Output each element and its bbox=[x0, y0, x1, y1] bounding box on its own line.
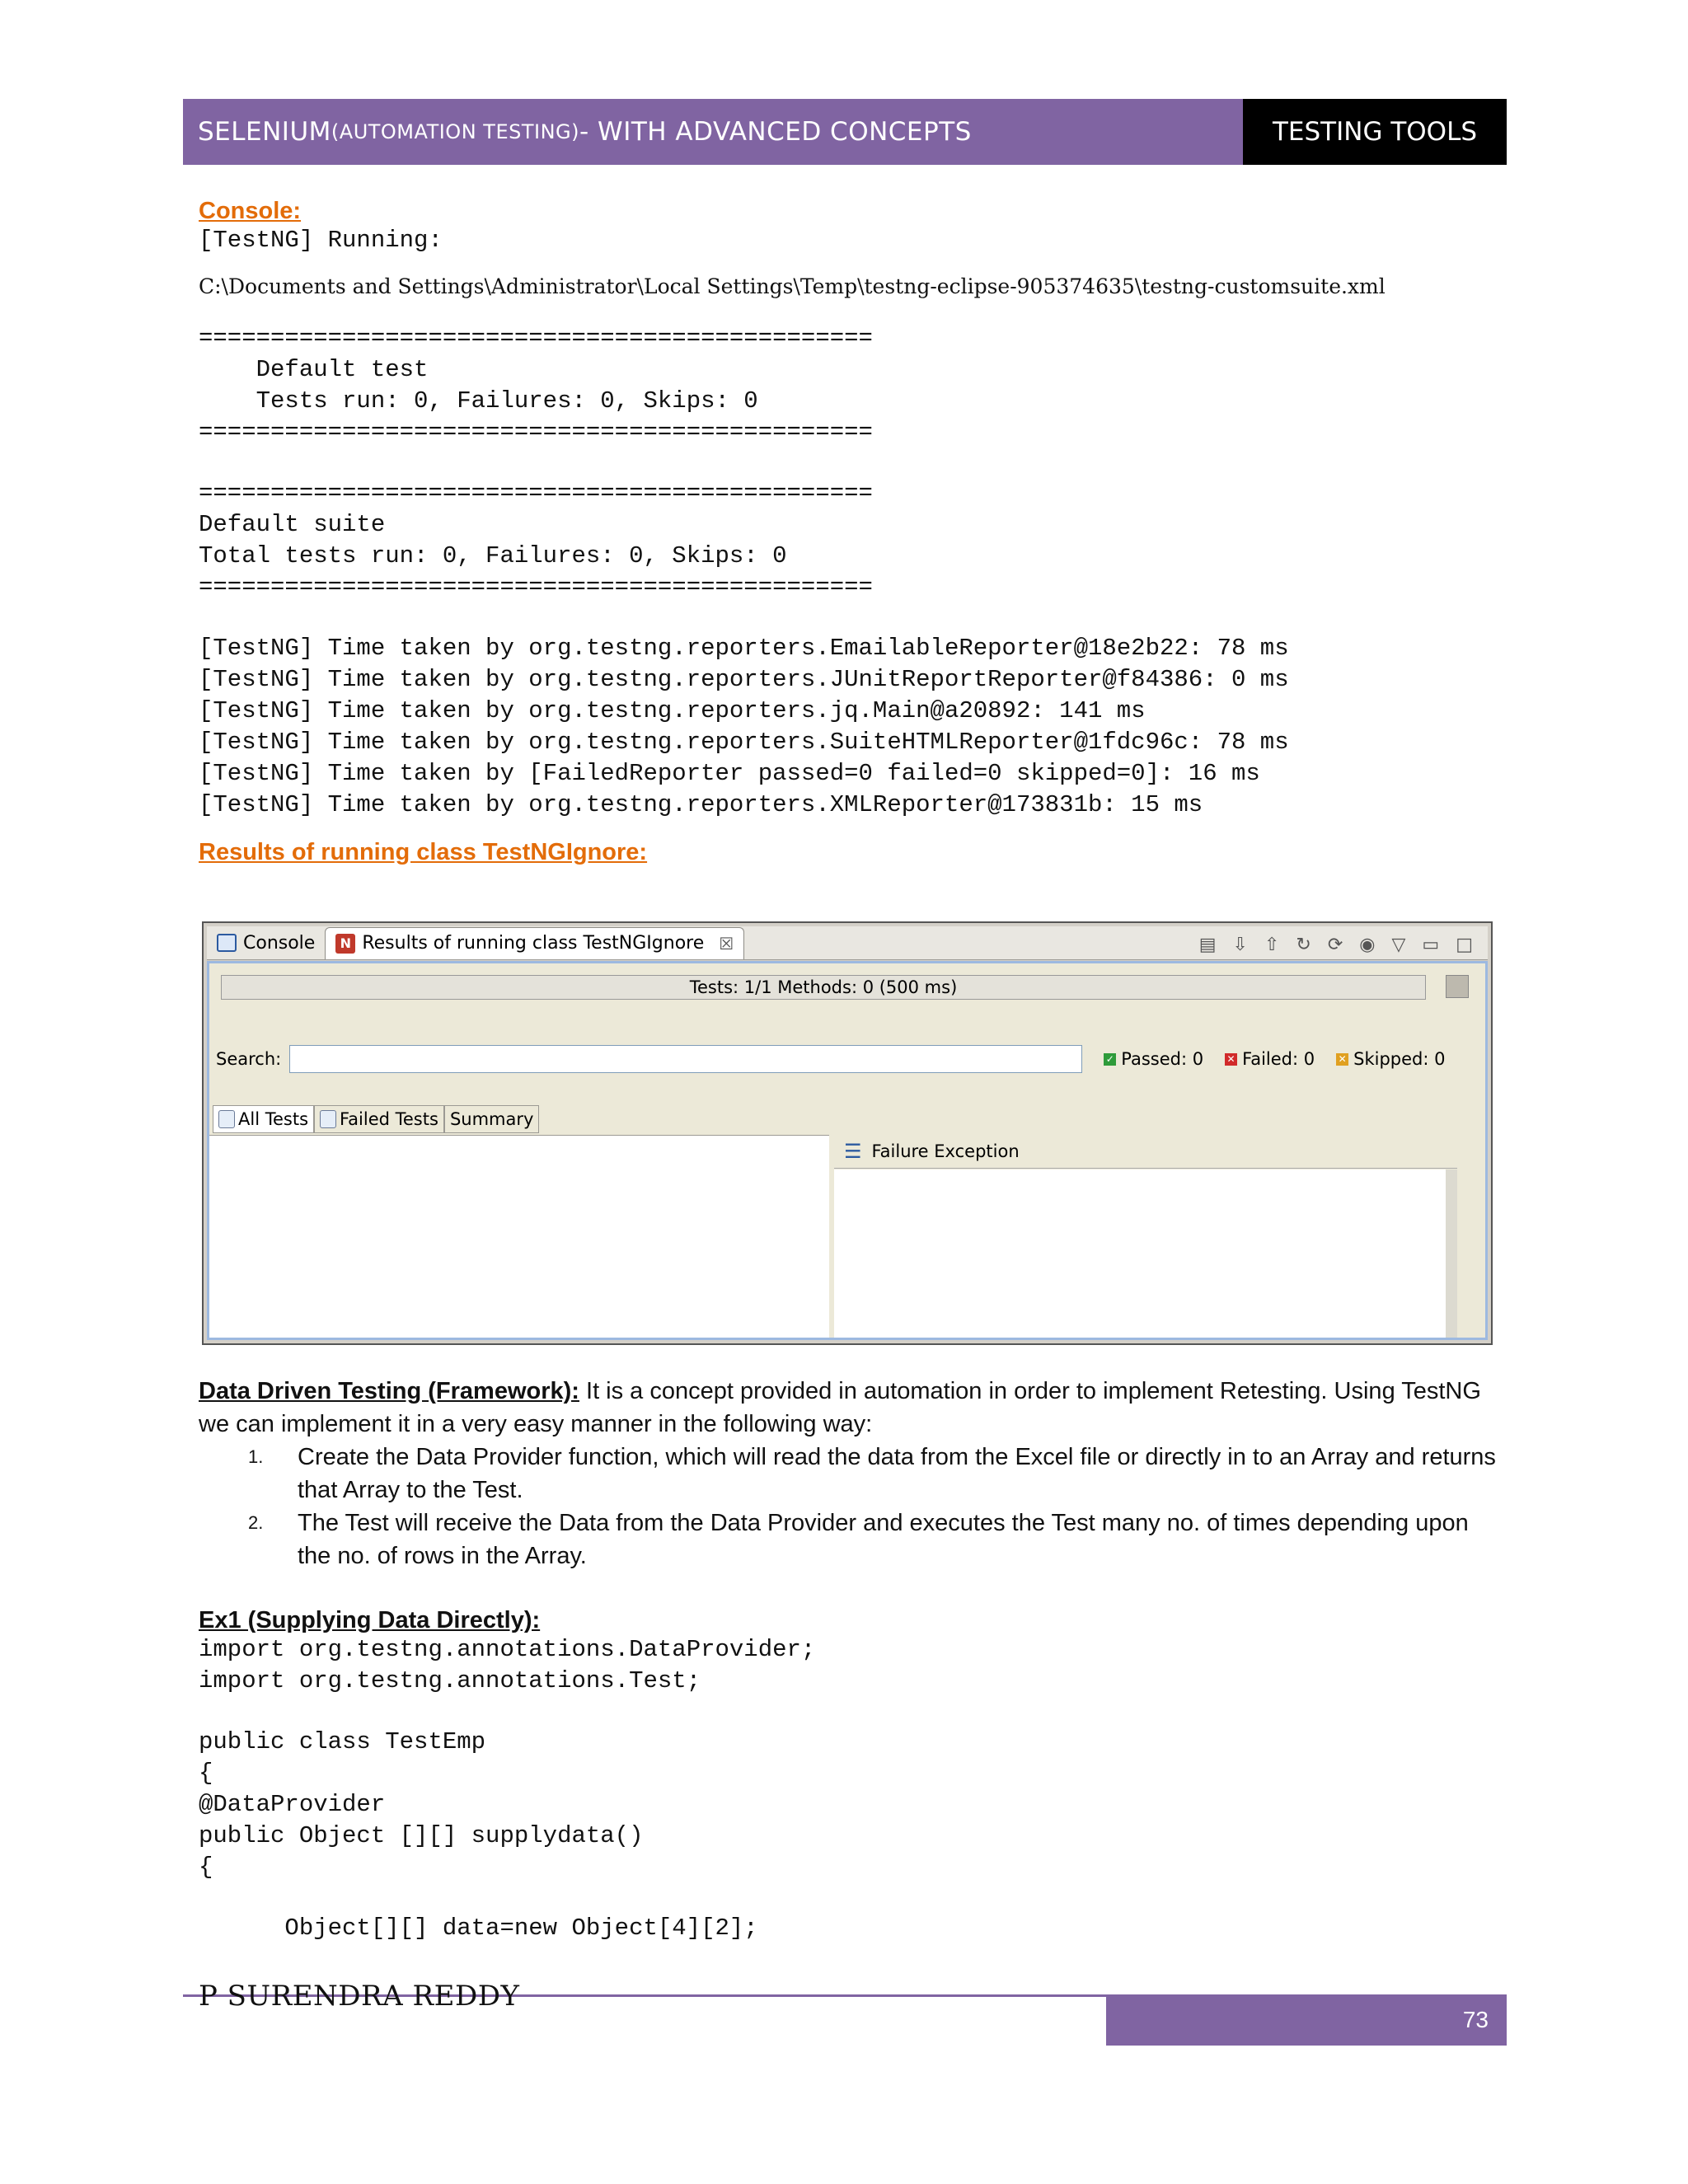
passed-count: Passed: 0 bbox=[1121, 1049, 1204, 1069]
tab-results[interactable] bbox=[325, 927, 744, 959]
progress-bar: Tests: 1/1 Methods: 0 (500 ms) bbox=[221, 975, 1426, 1000]
search-row bbox=[216, 1043, 1477, 1076]
tab-summary-label: Summary bbox=[449, 1109, 534, 1129]
view-tab-bar bbox=[207, 926, 1488, 960]
testng-results-view bbox=[202, 921, 1493, 1345]
page-header bbox=[183, 99, 1507, 165]
list-number: 1. bbox=[248, 1446, 264, 1467]
tree-icon bbox=[218, 1110, 235, 1128]
failure-exception-title: Failure Exception bbox=[871, 1141, 1020, 1161]
skipped-icon: ✕ bbox=[1336, 1053, 1348, 1066]
tree-icon bbox=[320, 1110, 336, 1128]
console-timing-line: [TestNG] Time taken by org.testng.reporters.EmailableReporter@18e2b22: 78 ms bbox=[199, 635, 1289, 662]
view-toolbar bbox=[1199, 935, 1473, 955]
list-text: The Test will receive the Data from the Data Provider and executes the Test many no. of times depending upon the no. of rows in the Array. bbox=[298, 1510, 1469, 1569]
failure-exception-body[interactable] bbox=[834, 1169, 1457, 1338]
console-timing-line: [TestNG] Time taken by org.testng.reporters.XMLReporter@173831b: 15 ms bbox=[199, 791, 1203, 818]
export-icon[interactable]: ▤ bbox=[1198, 935, 1217, 955]
console-timing-line: [TestNG] Time taken by org.testng.reporters.JUnitReportReporter@f84386: 0 ms bbox=[199, 666, 1289, 693]
console-timing-line: [TestNG] Time taken by [FailedReporter passed=0 failed=0 skipped=0]: 16 ms bbox=[199, 760, 1260, 787]
list-text: Create the Data Provider function, which will read the data from the Excel file or directly in to an Array and returns that Array to the Test. bbox=[298, 1444, 1496, 1503]
data-driven-intro bbox=[199, 1375, 1501, 1441]
tab-failed-tests-label: Failed Tests bbox=[340, 1109, 438, 1129]
tab-all-tests-label: All Tests bbox=[238, 1109, 309, 1129]
previous-failure-icon[interactable]: ⇧ bbox=[1264, 935, 1280, 955]
console-section bbox=[199, 198, 1501, 866]
failure-exception-header bbox=[834, 1135, 1457, 1169]
data-driven-intro-text: It is a concept provided in automation in order to implement Retesting. Using TestNG we can implement it in a very easy manner in the following way: bbox=[199, 1378, 1481, 1437]
skipped-count: Skipped: 0 bbox=[1353, 1049, 1446, 1069]
tab-failed-tests[interactable] bbox=[314, 1105, 444, 1133]
list-item bbox=[199, 1441, 1501, 1507]
console-icon bbox=[217, 934, 237, 952]
console-timing-line: [TestNG] Time taken by org.testng.reporters.jq.Main@a20892: 141 ms bbox=[199, 697, 1146, 724]
console-heading: Console: bbox=[199, 198, 302, 224]
list-item bbox=[199, 1507, 1501, 1572]
skipped-filter[interactable] bbox=[1336, 1049, 1445, 1069]
view-menu-icon[interactable]: ▽ bbox=[1391, 935, 1406, 955]
failed-filter[interactable] bbox=[1225, 1049, 1315, 1069]
close-icon[interactable]: ☒ bbox=[719, 933, 734, 954]
header-tag: TESTING TOOLS bbox=[1243, 99, 1507, 165]
footer-author: P SURENDRA REDDY bbox=[199, 1980, 520, 2013]
failed-icon: ✕ bbox=[1225, 1053, 1237, 1066]
check-icon: ✓ bbox=[1104, 1053, 1116, 1066]
tab-console-label: Console bbox=[243, 932, 316, 954]
testng-icon: N bbox=[335, 934, 355, 954]
example-data-line: Object[][] data=new Object[4][2]; bbox=[199, 1915, 758, 1942]
page-number: 73 bbox=[1106, 1994, 1507, 2046]
globe-icon[interactable]: ◉ bbox=[1359, 935, 1376, 955]
search-input[interactable] bbox=[289, 1045, 1082, 1073]
list-number: 2. bbox=[248, 1512, 264, 1533]
data-driven-section bbox=[199, 1375, 1501, 1572]
stop-icon[interactable] bbox=[1446, 975, 1469, 998]
list-icon: ☰ bbox=[844, 1140, 862, 1163]
tab-console[interactable] bbox=[207, 926, 325, 959]
search-label: Search: bbox=[216, 1049, 282, 1069]
maximize-icon[interactable]: □ bbox=[1456, 935, 1473, 955]
console-default-test-block: =============================================== Default test Tests run: 0, Failures: 0, Skips: 0 =============================================== bbox=[199, 325, 873, 446]
failure-exception-pane bbox=[834, 1135, 1457, 1338]
results-subtabs bbox=[213, 1105, 539, 1133]
console-timing-line: [TestNG] Time taken by org.testng.reporters.SuiteHTMLReporter@1fdc96c: 78 ms bbox=[199, 729, 1289, 756]
test-tree-pane[interactable] bbox=[209, 1135, 829, 1338]
rerun-failed-icon[interactable]: ⟳ bbox=[1327, 935, 1343, 955]
results-heading: Results of running class TestNGIgnore: bbox=[199, 839, 648, 865]
tab-summary[interactable] bbox=[444, 1105, 539, 1133]
example-class-code: public class TestEmp { @DataProvider public Object [][] supplydata() { bbox=[199, 1728, 644, 1881]
console-running-line: [TestNG] Running: bbox=[199, 227, 443, 254]
passed-filter[interactable] bbox=[1104, 1049, 1203, 1069]
next-failure-icon[interactable]: ⇩ bbox=[1232, 935, 1248, 955]
example-imports: import org.testng.annotations.DataProvider; import org.testng.annotations.Test; bbox=[199, 1636, 816, 1694]
tab-all-tests[interactable] bbox=[213, 1105, 314, 1133]
console-path: C:\Documents and Settings\Administrator\Local Settings\Temp\testng-eclipse-905374635\testng-customsuite.xml bbox=[199, 274, 1386, 298]
data-driven-term: Data Driven Testing (Framework): bbox=[199, 1378, 579, 1404]
example-section bbox=[199, 1607, 1501, 1944]
results-body bbox=[207, 961, 1488, 1340]
header-title-paren: (AUTOMATION TESTING) bbox=[331, 120, 579, 143]
minimize-icon[interactable]: ▭ bbox=[1422, 935, 1440, 955]
data-driven-steps bbox=[199, 1441, 1501, 1572]
header-title-main: SELENIUM bbox=[198, 117, 331, 147]
rerun-icon[interactable]: ↻ bbox=[1296, 935, 1311, 955]
header-title-rest: - WITH ADVANCED CONCEPTS bbox=[579, 117, 972, 147]
tab-results-label: Results of running class TestNGIgnore bbox=[362, 933, 705, 954]
example-heading: Ex1 (Supplying Data Directly): bbox=[199, 1607, 541, 1633]
failed-count: Failed: 0 bbox=[1242, 1049, 1315, 1069]
header-title bbox=[183, 99, 1243, 165]
console-default-suite-block: =============================================== Default suite Total tests run: 0, Failures: 0, Skips: 0 =============================================== bbox=[199, 480, 873, 601]
